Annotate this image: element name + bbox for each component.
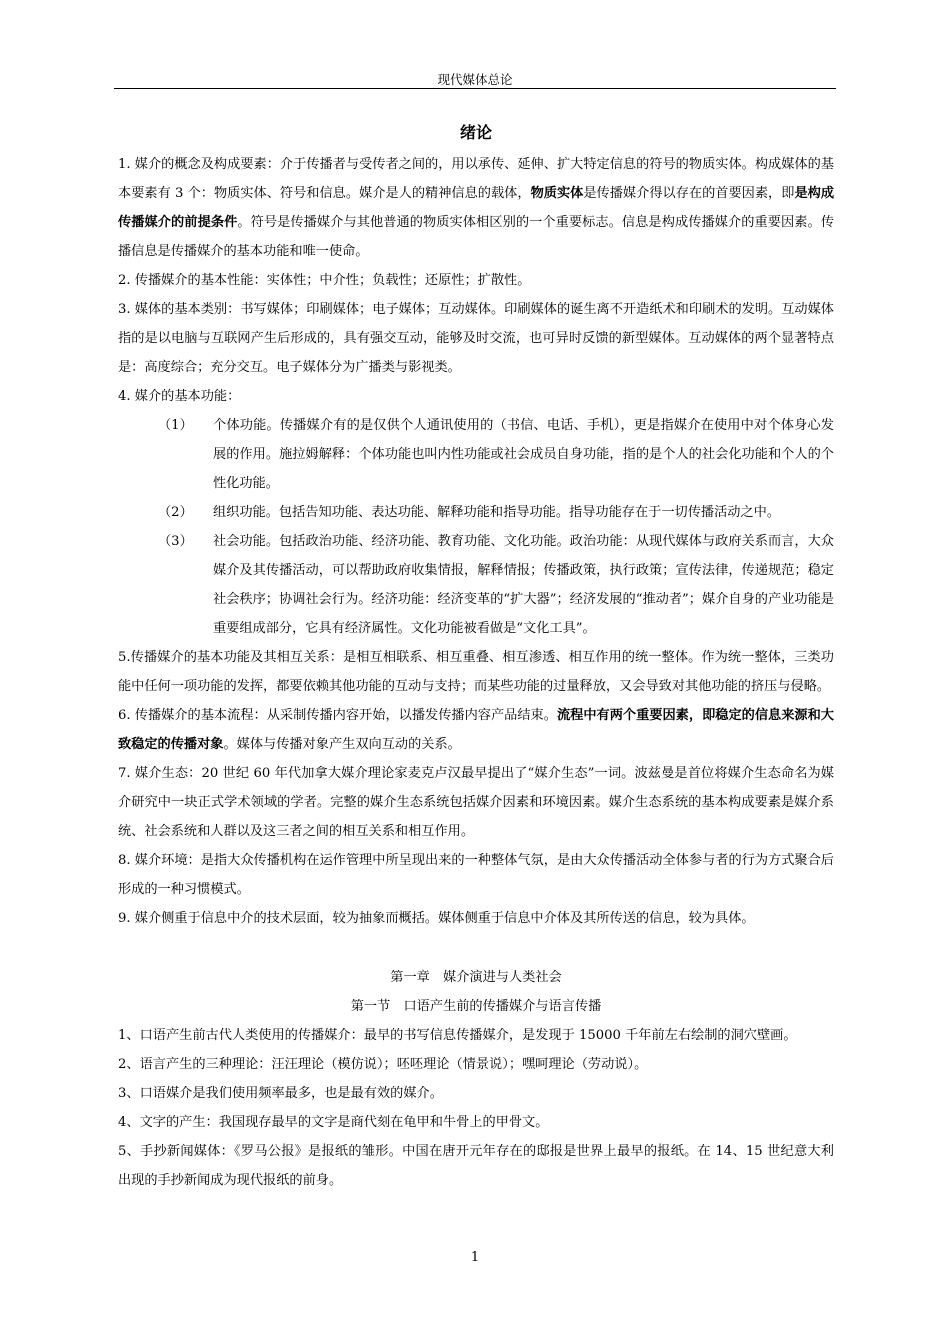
paragraph-4: 4. 媒介的基本功能： [118, 389, 241, 404]
text-run: 1. 媒介的概念及构成要素：介于传播者与受传者之间的，用以承传、延伸、扩大特定信息的符号的物质实体。构成媒体的基本要素有 3 个：物质实体、符号和信息。媒介是人的精神信息的载体， [118, 157, 834, 201]
paragraph-9: 9. 媒介侧重于信息中介的技术层面，较为抽象而概括。媒体侧重于信息中介体及其所传送的信息，较为具体。 [118, 911, 755, 926]
text-run: 6. 传播媒介的基本流程：从采制传播内容开始，以播发传播内容产品结束。 [118, 708, 557, 723]
text-run: 是传播媒介得以存在的首要因素，即 [583, 186, 795, 201]
chapter-paragraph-3: 3、口语媒介是我们使用频率最多，也是最有效的媒介。 [118, 1086, 443, 1101]
paragraph-2: 2. 传播媒介的基本性能：实体性；中介性；负载性；还原性；扩散性。 [118, 273, 531, 288]
chapter-heading: 第一章 媒介演进与人类社会 [390, 970, 562, 985]
sub-item-1 [118, 411, 834, 498]
page-header: 现代媒体总论 [437, 72, 513, 87]
bold-text: 是构成传播媒介的前提条件 [118, 186, 835, 230]
paragraph-6 [118, 701, 834, 759]
header-rule [114, 88, 836, 89]
sub-item-text: 个体功能。传播媒介有的是仅供个人通讯使用的（书信、电话、手机），更是指媒介在使用中对个体身心发展的作用。施拉姆解释：个体功能也叫内性功能或社会成员自身功能，指的是个人的社会化功能和个人的个性化功能。 [213, 418, 834, 491]
sub-item-number: （2） [158, 505, 193, 520]
sub-item-text: 社会功能。包括政治功能、经济功能、教育功能、文化功能。政治功能：从现代媒体与政府关系而言，大众媒介及其传播活动，可以帮助政府收集情报，解释情报；传播政策，执行政策；宣传法律，传递规范；稳定社会秩序；协调社会行为。经济功能：经济变革的“扩大器”；经济发展的“推动者”；媒介自身的产业功能是重要组成部分，它具有经济属性。文化功能被看做是“文化工具”。 [213, 534, 834, 636]
section-heading: 第一节 口语产生前的传播媒介与语言传播 [350, 999, 602, 1014]
paragraph-5: 5.传播媒介的基本功能及其相互关系：是相互相联系、相互重叠、相互渗透、相互作用的统一整体。作为统一整体，三类功能中任何一项功能的发挥，都要依赖其他功能的互动与支持；而某些功能的过量释放，又会导致对其他功能的挤压与侵略。 [118, 650, 834, 694]
paragraph-7: 7. 媒介生态：20 世纪 60 年代加拿大媒介理论家麦克卢汉最早提出了“媒介生态”一词。波兹曼是首位将媒介生态命名为媒介研究中一块正式学术领域的学者。完整的媒介生态系统包括媒介因素和环境因素。媒介生态系统的基本构成要素是媒介系统、社会系统和人群以及这三者之间的相互关系和相互作用。 [118, 766, 834, 839]
chapter-paragraph-1: 1、口语产生前古代人类使用的传播媒介：最早的书写信息传播媒介，是发现于 15000 千年前左右绘制的洞穴壁画。 [118, 1028, 797, 1043]
sub-item-number: （1） [158, 418, 193, 433]
sub-item-text: 组织功能。包括告知功能、表达功能、解释功能和指导功能。指导功能存在于一切传播活动之中。 [213, 505, 781, 520]
sub-item-number: （3） [158, 534, 193, 549]
spacer [118, 933, 834, 963]
chapter-paragraph-5: 5、手抄新闻媒体：《罗马公报》是报纸的雏形。中国在唐开元年存在的邸报是世界上最早的报纸。在 14、15 世纪意大利出现的手抄新闻成为现代报纸的前身。 [118, 1144, 834, 1188]
chapter-paragraph-4: 4、文字的产生：我国现存最早的文字是商代刻在龟甲和牛骨上的甲骨文。 [118, 1115, 549, 1130]
sub-item-2 [118, 498, 834, 527]
text-run: 。媒体与传播对象产生双向互动的关系。 [223, 737, 461, 752]
section-title: 绪论 [459, 123, 492, 142]
paragraph-8: 8. 媒介环境：是指大众传播机构在运作管理中所呈现出来的一种整体气氛，是由大众传播活动全体参与者的行为方式聚合后形成的一种习惯模式。 [118, 853, 834, 897]
bold-text: 物质实体 [530, 186, 584, 201]
text-run: 。符号是传播媒介与其他普通的物质实体相区别的一个重要标志。信息是构成传播媒介的重要因素。传播信息是传播媒介的基本功能和唯一使命。 [118, 215, 835, 259]
paragraph-1 [118, 150, 834, 266]
page-number: 1 [470, 1250, 480, 1265]
sub-item-3 [118, 527, 834, 643]
document-body [118, 118, 834, 1195]
bold-text: 流程中有两个重要因素，即稳定的信息来源和大致稳定的传播对象 [118, 708, 834, 752]
paragraph-3: 3. 媒体的基本类别：书写媒体；印刷媒体；电子媒体；互动媒体。印刷媒体的诞生离不开造纸术和印刷术的发明。互动媒体指的是以电脑与互联网产生后形成的，具有强交互动，能够及时交流，也可异时反馈的新型媒体。互动媒体的两个显著特点是：高度综合；充分交互。电子媒体分为广播类与影视类。 [118, 302, 834, 375]
chapter-paragraph-2: 2、语言产生的三种理论：汪汪理论（模仿说）；呸呸理论（情景说）；嘿呵理论（劳动说）。 [118, 1057, 648, 1072]
